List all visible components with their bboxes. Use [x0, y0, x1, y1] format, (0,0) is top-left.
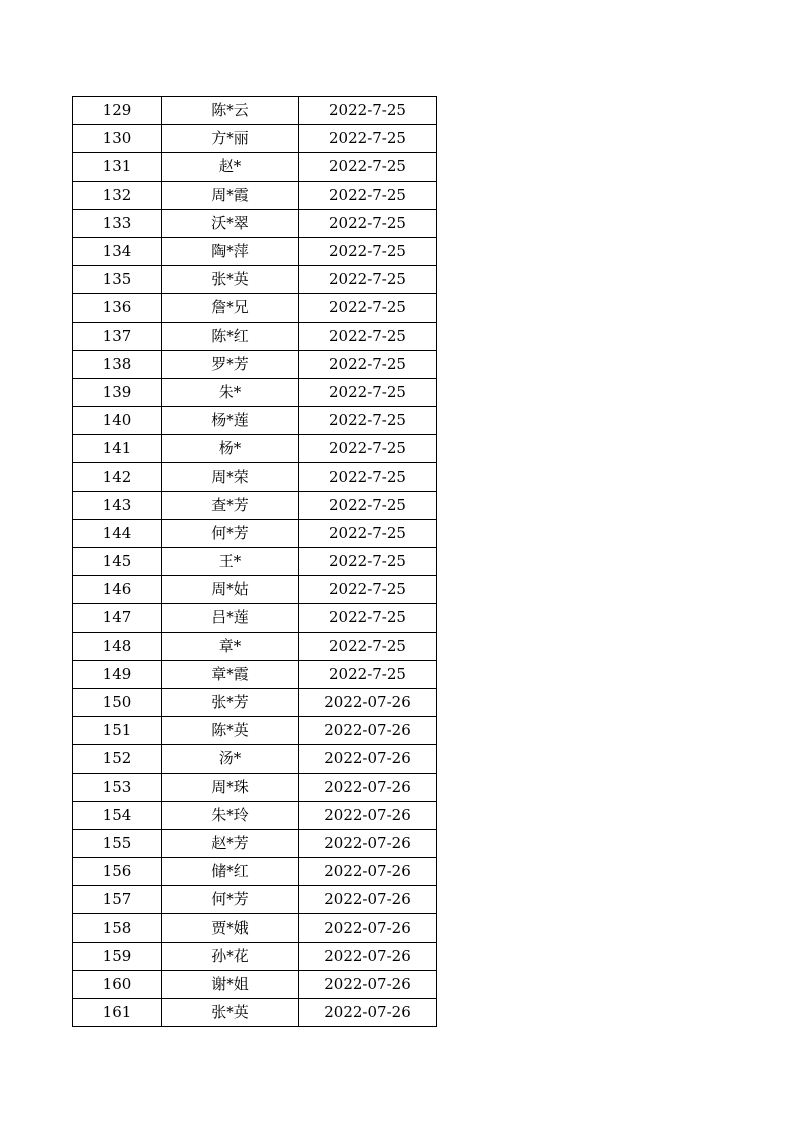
date-cell: 2022-7-25: [299, 604, 437, 632]
name-cell: 何*芳: [162, 886, 299, 914]
name-cell: 陶*萍: [162, 237, 299, 265]
name-cell: 何*芳: [162, 519, 299, 547]
date-cell: 2022-7-25: [299, 548, 437, 576]
name-cell: 杨*: [162, 435, 299, 463]
date-cell: 2022-07-26: [299, 858, 437, 886]
table-row: [73, 548, 437, 576]
date-cell: 2022-7-25: [299, 407, 437, 435]
table-row: [73, 125, 437, 153]
name-cell: 朱*玲: [162, 801, 299, 829]
table-row: [73, 999, 437, 1027]
date-cell: 2022-07-26: [299, 801, 437, 829]
name-cell: 朱*: [162, 378, 299, 406]
name-cell: 贾*娥: [162, 914, 299, 942]
table-row: [73, 773, 437, 801]
row-number-cell: 132: [73, 181, 162, 209]
row-number-cell: 133: [73, 209, 162, 237]
row-number-cell: 130: [73, 125, 162, 153]
table-row: [73, 378, 437, 406]
table-row: [73, 801, 437, 829]
row-number-cell: 137: [73, 322, 162, 350]
table-row: [73, 209, 437, 237]
name-cell: 周*珠: [162, 773, 299, 801]
date-cell: 2022-7-25: [299, 378, 437, 406]
row-number-cell: 154: [73, 801, 162, 829]
table-body: [73, 97, 437, 1027]
date-cell: 2022-07-26: [299, 717, 437, 745]
date-cell: 2022-7-25: [299, 350, 437, 378]
table-row: [73, 463, 437, 491]
row-number-cell: 153: [73, 773, 162, 801]
name-cell: 王*: [162, 548, 299, 576]
table-row: [73, 942, 437, 970]
data-table: [72, 96, 437, 1027]
row-number-cell: 146: [73, 576, 162, 604]
row-number-cell: 157: [73, 886, 162, 914]
date-cell: 2022-7-25: [299, 322, 437, 350]
name-cell: 周*霞: [162, 181, 299, 209]
date-cell: 2022-7-25: [299, 294, 437, 322]
row-number-cell: 151: [73, 717, 162, 745]
table-row: [73, 294, 437, 322]
date-cell: 2022-07-26: [299, 773, 437, 801]
row-number-cell: 144: [73, 519, 162, 547]
name-cell: 沃*翠: [162, 209, 299, 237]
date-cell: 2022-7-25: [299, 97, 437, 125]
table-row: [73, 435, 437, 463]
date-cell: 2022-7-25: [299, 660, 437, 688]
name-cell: 陈*云: [162, 97, 299, 125]
name-cell: 陈*英: [162, 717, 299, 745]
table-row: [73, 181, 437, 209]
row-number-cell: 161: [73, 999, 162, 1027]
date-cell: 2022-7-25: [299, 181, 437, 209]
table-row: [73, 632, 437, 660]
row-number-cell: 145: [73, 548, 162, 576]
row-number-cell: 147: [73, 604, 162, 632]
date-cell: 2022-07-26: [299, 745, 437, 773]
name-cell: 张*芳: [162, 688, 299, 716]
table-row: [73, 970, 437, 998]
table-row: [73, 153, 437, 181]
date-cell: 2022-7-25: [299, 435, 437, 463]
table-row: [73, 914, 437, 942]
table-row: [73, 519, 437, 547]
row-number-cell: 152: [73, 745, 162, 773]
name-cell: 周*姑: [162, 576, 299, 604]
name-cell: 赵*: [162, 153, 299, 181]
date-cell: 2022-07-26: [299, 999, 437, 1027]
date-cell: 2022-07-26: [299, 970, 437, 998]
name-cell: 周*荣: [162, 463, 299, 491]
name-cell: 张*英: [162, 266, 299, 294]
date-cell: 2022-07-26: [299, 886, 437, 914]
row-number-cell: 135: [73, 266, 162, 294]
name-cell: 杨*莲: [162, 407, 299, 435]
name-cell: 章*: [162, 632, 299, 660]
table-row: [73, 350, 437, 378]
table-row: [73, 688, 437, 716]
row-number-cell: 141: [73, 435, 162, 463]
table-row: [73, 858, 437, 886]
name-cell: 章*霞: [162, 660, 299, 688]
date-cell: 2022-7-25: [299, 576, 437, 604]
table-row: [73, 237, 437, 265]
row-number-cell: 158: [73, 914, 162, 942]
row-number-cell: 148: [73, 632, 162, 660]
table-row: [73, 829, 437, 857]
name-cell: 储*红: [162, 858, 299, 886]
table-row: [73, 266, 437, 294]
date-cell: 2022-07-26: [299, 942, 437, 970]
row-number-cell: 160: [73, 970, 162, 998]
date-cell: 2022-07-26: [299, 688, 437, 716]
date-cell: 2022-7-25: [299, 632, 437, 660]
row-number-cell: 139: [73, 378, 162, 406]
row-number-cell: 156: [73, 858, 162, 886]
name-cell: 陈*红: [162, 322, 299, 350]
date-cell: 2022-7-25: [299, 153, 437, 181]
name-cell: 詹*兄: [162, 294, 299, 322]
table-row: [73, 322, 437, 350]
row-number-cell: 150: [73, 688, 162, 716]
name-cell: 孙*花: [162, 942, 299, 970]
row-number-cell: 138: [73, 350, 162, 378]
table-row: [73, 576, 437, 604]
name-cell: 吕*莲: [162, 604, 299, 632]
row-number-cell: 149: [73, 660, 162, 688]
name-cell: 谢*姐: [162, 970, 299, 998]
table-row: [73, 660, 437, 688]
name-cell: 张*英: [162, 999, 299, 1027]
row-number-cell: 143: [73, 491, 162, 519]
date-cell: 2022-7-25: [299, 125, 437, 153]
table-row: [73, 491, 437, 519]
date-cell: 2022-7-25: [299, 491, 437, 519]
date-cell: 2022-7-25: [299, 266, 437, 294]
row-number-cell: 131: [73, 153, 162, 181]
row-number-cell: 136: [73, 294, 162, 322]
date-cell: 2022-7-25: [299, 237, 437, 265]
row-number-cell: 155: [73, 829, 162, 857]
row-number-cell: 134: [73, 237, 162, 265]
row-number-cell: 159: [73, 942, 162, 970]
table-row: [73, 717, 437, 745]
name-cell: 汤*: [162, 745, 299, 773]
table-row: [73, 97, 437, 125]
date-cell: 2022-7-25: [299, 519, 437, 547]
table-row: [73, 745, 437, 773]
name-cell: 赵*芳: [162, 829, 299, 857]
row-number-cell: 142: [73, 463, 162, 491]
table-row: [73, 407, 437, 435]
date-cell: 2022-07-26: [299, 914, 437, 942]
row-number-cell: 140: [73, 407, 162, 435]
table-row: [73, 886, 437, 914]
date-cell: 2022-7-25: [299, 463, 437, 491]
date-cell: 2022-07-26: [299, 829, 437, 857]
table-row: [73, 604, 437, 632]
name-cell: 方*丽: [162, 125, 299, 153]
row-number-cell: 129: [73, 97, 162, 125]
name-cell: 查*芳: [162, 491, 299, 519]
date-cell: 2022-7-25: [299, 209, 437, 237]
name-cell: 罗*芳: [162, 350, 299, 378]
